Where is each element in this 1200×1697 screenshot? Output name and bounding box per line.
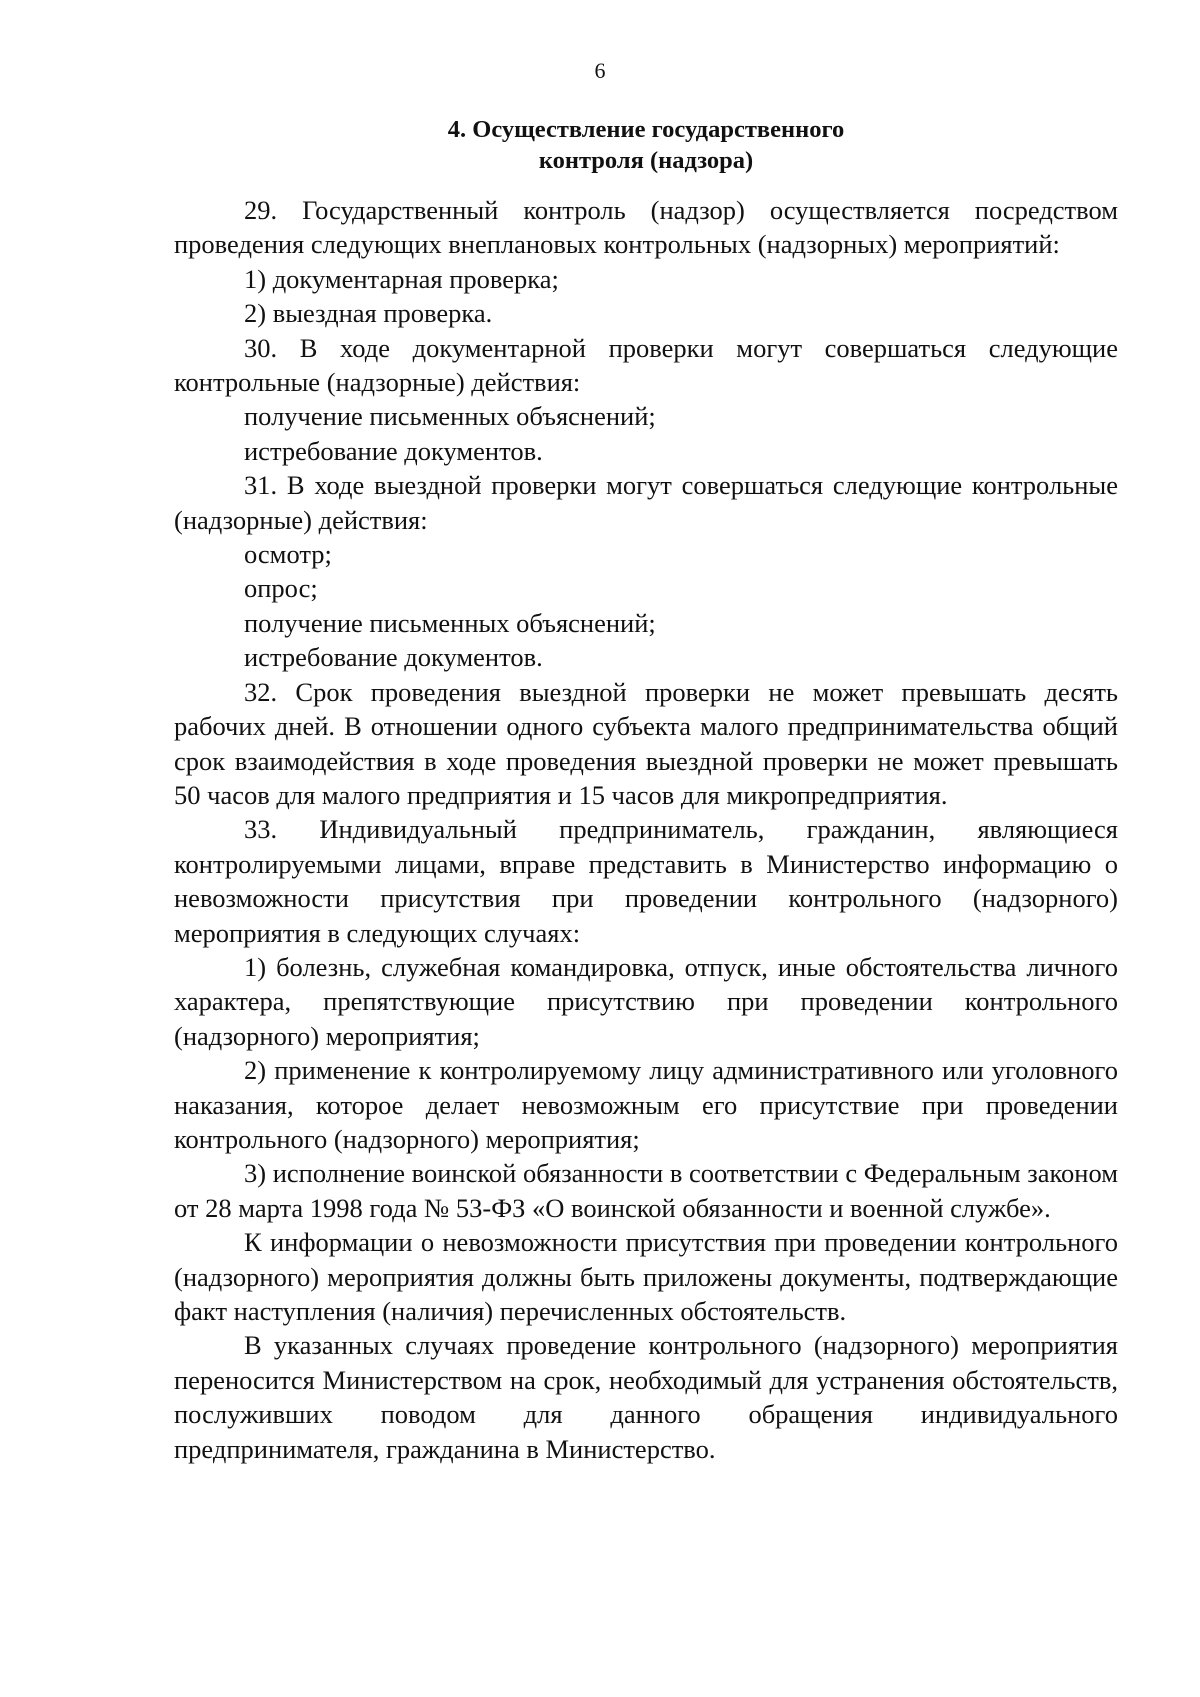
section-heading-line-2: контроля (надзора)	[538, 147, 754, 174]
paragraph: В указанных случаях проведение контрольного (надзорного) мероприятия переносится Министерством на срок, необходимый для устранения обстоятельств, послуживших поводом для данного обращения индивидуального предпринимателя, гражданина в Министерство.	[174, 1330, 1118, 1464]
section-heading	[174, 114, 1118, 176]
list-item: истребование документов.	[244, 435, 543, 466]
page-number: 6	[594, 58, 606, 83]
paragraph: 3) исполнение воинской обязанности в соответствии с Федеральным законом от 28 марта 1998 года № 53-ФЗ «О воинской обязанности и военной службе».	[174, 1158, 1118, 1223]
list-item: получение письменных объяснений;	[244, 401, 656, 432]
section-heading-line-1: 4. Осуществление государственного	[447, 116, 845, 143]
paragraph: 1) болезнь, служебная командировка, отпуск, иные обстоятельства личного характера, препятствующие присутствию при проведении контрольного (надзорного) мероприятия;	[174, 951, 1118, 1051]
paragraph: К информации о невозможности присутствия при проведении контрольного (надзорного) мероприятия должны быть приложены документы, подтверждающие факт наступления (наличия) перечисленных обстоятельств.	[174, 1227, 1118, 1326]
paragraph: 32. Срок проведения выездной проверки не может превышать десять рабочих дней. В отношении одного субъекта малого предпринимательства общий срок взаимодействия в ходе проведения выездной проверки не может превышать 50 часов для малого предприятия и 15 часов для микропредприятия.	[174, 676, 1118, 810]
paragraph: 31. В ходе выездной проверки могут совершаться следующие контрольные (надзорные) действия:	[174, 470, 1118, 535]
document-body	[174, 193, 1118, 1466]
list-item: осмотр;	[244, 539, 332, 570]
list-item: получение письменных объяснений;	[244, 607, 656, 638]
paragraph: 33. Индивидуальный предприниматель, гражданин, являющиеся контролируемыми лицами, вправе представить в Министерство информацию о невозможности присутствия при проведении контрольного (надзорного) мероприятия в следующих случаях:	[174, 814, 1118, 948]
paragraph: 29. Государственный контроль (надзор) осуществляется посредством проведения следующих внеплановых контрольных (надзорных) мероприятий:	[174, 195, 1118, 260]
list-item: 2) выездная проверка.	[244, 298, 493, 329]
list-item: 1) документарная проверка;	[244, 263, 559, 294]
list-item: опрос;	[244, 573, 318, 604]
paragraph: 30. В ходе документарной проверки могут совершаться следующие контрольные (надзорные) действия:	[174, 332, 1118, 398]
list-item: истребование документов.	[244, 642, 543, 673]
paragraph: 2) применение к контролируемому лицу административного или уголовного наказания, которое делает невозможным его присутствие при проведении контрольного (надзорного) мероприятия;	[174, 1055, 1118, 1154]
